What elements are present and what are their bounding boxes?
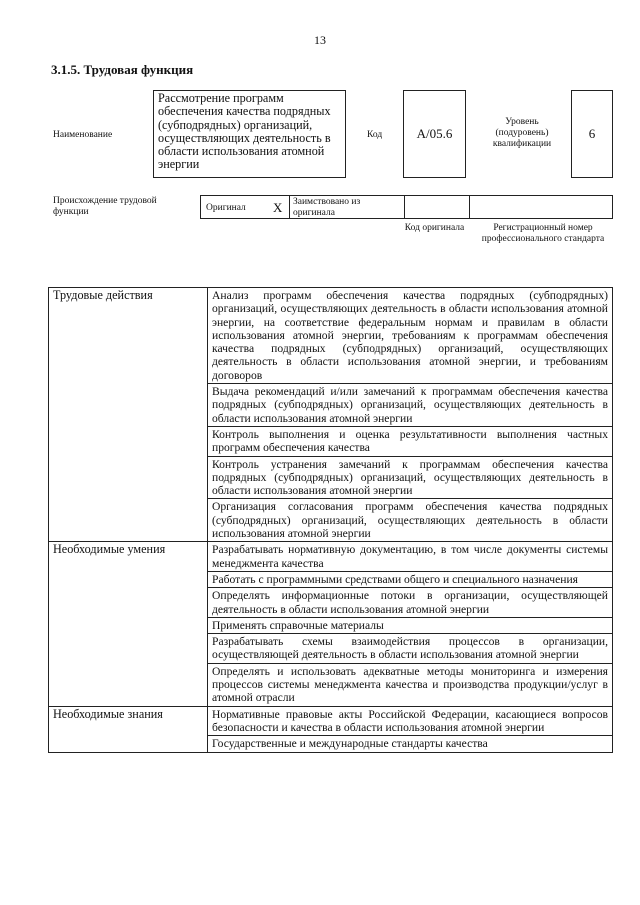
function-name-box <box>153 90 346 178</box>
function-code-box <box>403 90 466 178</box>
level-label: Уровень (подуровень) квалификации <box>492 117 552 149</box>
origin-code-label: Код оригинала <box>404 223 465 233</box>
list-item: Разрабатывать схемы взаимодействия процессов в организации, осуществляющей деятельность в области использования атомной энергии <box>208 634 613 664</box>
list-item: Государственные и международные стандарты качества <box>208 736 613 752</box>
function-name: Рассмотрение программ обеспечения качества подрядных (субподрядных) организаций, осуществляющих деятельность в области использования атомной энергии <box>158 91 331 172</box>
reg-number-label: Регистрационный номер профессионального стандарта <box>481 223 605 244</box>
origin-strip <box>200 195 613 219</box>
table-row <box>49 542 613 572</box>
table-row <box>49 288 613 384</box>
list-item: Определять и использовать адекватные методы мониторинга и измерения процессов системы менеджмента качества и производства продукции/услуг в атомной отрасли <box>208 663 613 706</box>
function-code: А/05.6 <box>416 126 453 141</box>
origin-label: Происхождение трудовой функции <box>53 196 157 217</box>
row-label-skills: Необходимые умения <box>49 542 208 706</box>
list-item: Анализ программ обеспечения качества подрядных (субподрядных) организаций, осуществляющих деятельность в области использования атомной энергии, на соответствие федеральным нормам и правилам в области использования атомной энергии, требованиям к программам обеспечения качества подрядных (субподрядных) организаций, осуществляющих деятельность в области использования атомной энергии, и требованиям договоров <box>208 288 613 384</box>
list-item: Определять информационные потоки в организации, осуществляющей деятельность в области использования атомной энергии <box>208 588 613 618</box>
section-title: 3.1.5. Трудовая функция <box>51 62 194 77</box>
original-mark: X <box>273 200 283 215</box>
function-level-box <box>571 90 613 178</box>
function-level: 6 <box>588 126 596 141</box>
page-number: 13 <box>314 33 326 47</box>
list-item: Работать с программными средствами общего и специального назначения <box>208 571 613 587</box>
list-item: Контроль выполнения и оценка результативности выполнения частных программ обеспечения качества <box>208 426 613 456</box>
list-item: Контроль устранения замечаний к программам обеспечения качества подрядных (субподрядных) организаций, осуществляющих деятельность в области использования атомной энергии <box>208 456 613 499</box>
name-label: Наименование <box>53 130 113 140</box>
list-item: Разрабатывать нормативную документацию, в том числе документы системы менеджмента качества <box>208 542 613 572</box>
row-label-knowledge: Необходимые знания <box>49 706 208 752</box>
original-label: Оригинал <box>206 203 246 213</box>
list-item: Выдача рекомендаций и/или замечаний к программам обеспечения качества подрядных (субподрядных) организаций, осуществляющих деятельность в области использования атомной энергии <box>208 384 613 427</box>
borrowed-label: Заимствовано из оригинала <box>293 197 361 218</box>
table-row <box>49 706 613 736</box>
list-item: Применять справочные материалы <box>208 617 613 633</box>
row-label-actions: Трудовые действия <box>49 288 208 542</box>
code-label: Код <box>367 130 383 140</box>
function-details-table <box>48 287 613 753</box>
list-item: Организация согласования программ обеспечения качества подрядных (субподрядных) организаций, осуществляющих деятельность в области использования атомной энергии <box>208 499 613 542</box>
list-item: Нормативные правовые акты Российской Федерации, касающиеся вопросов безопасности и качества в области использования атомной энергии <box>208 706 613 736</box>
